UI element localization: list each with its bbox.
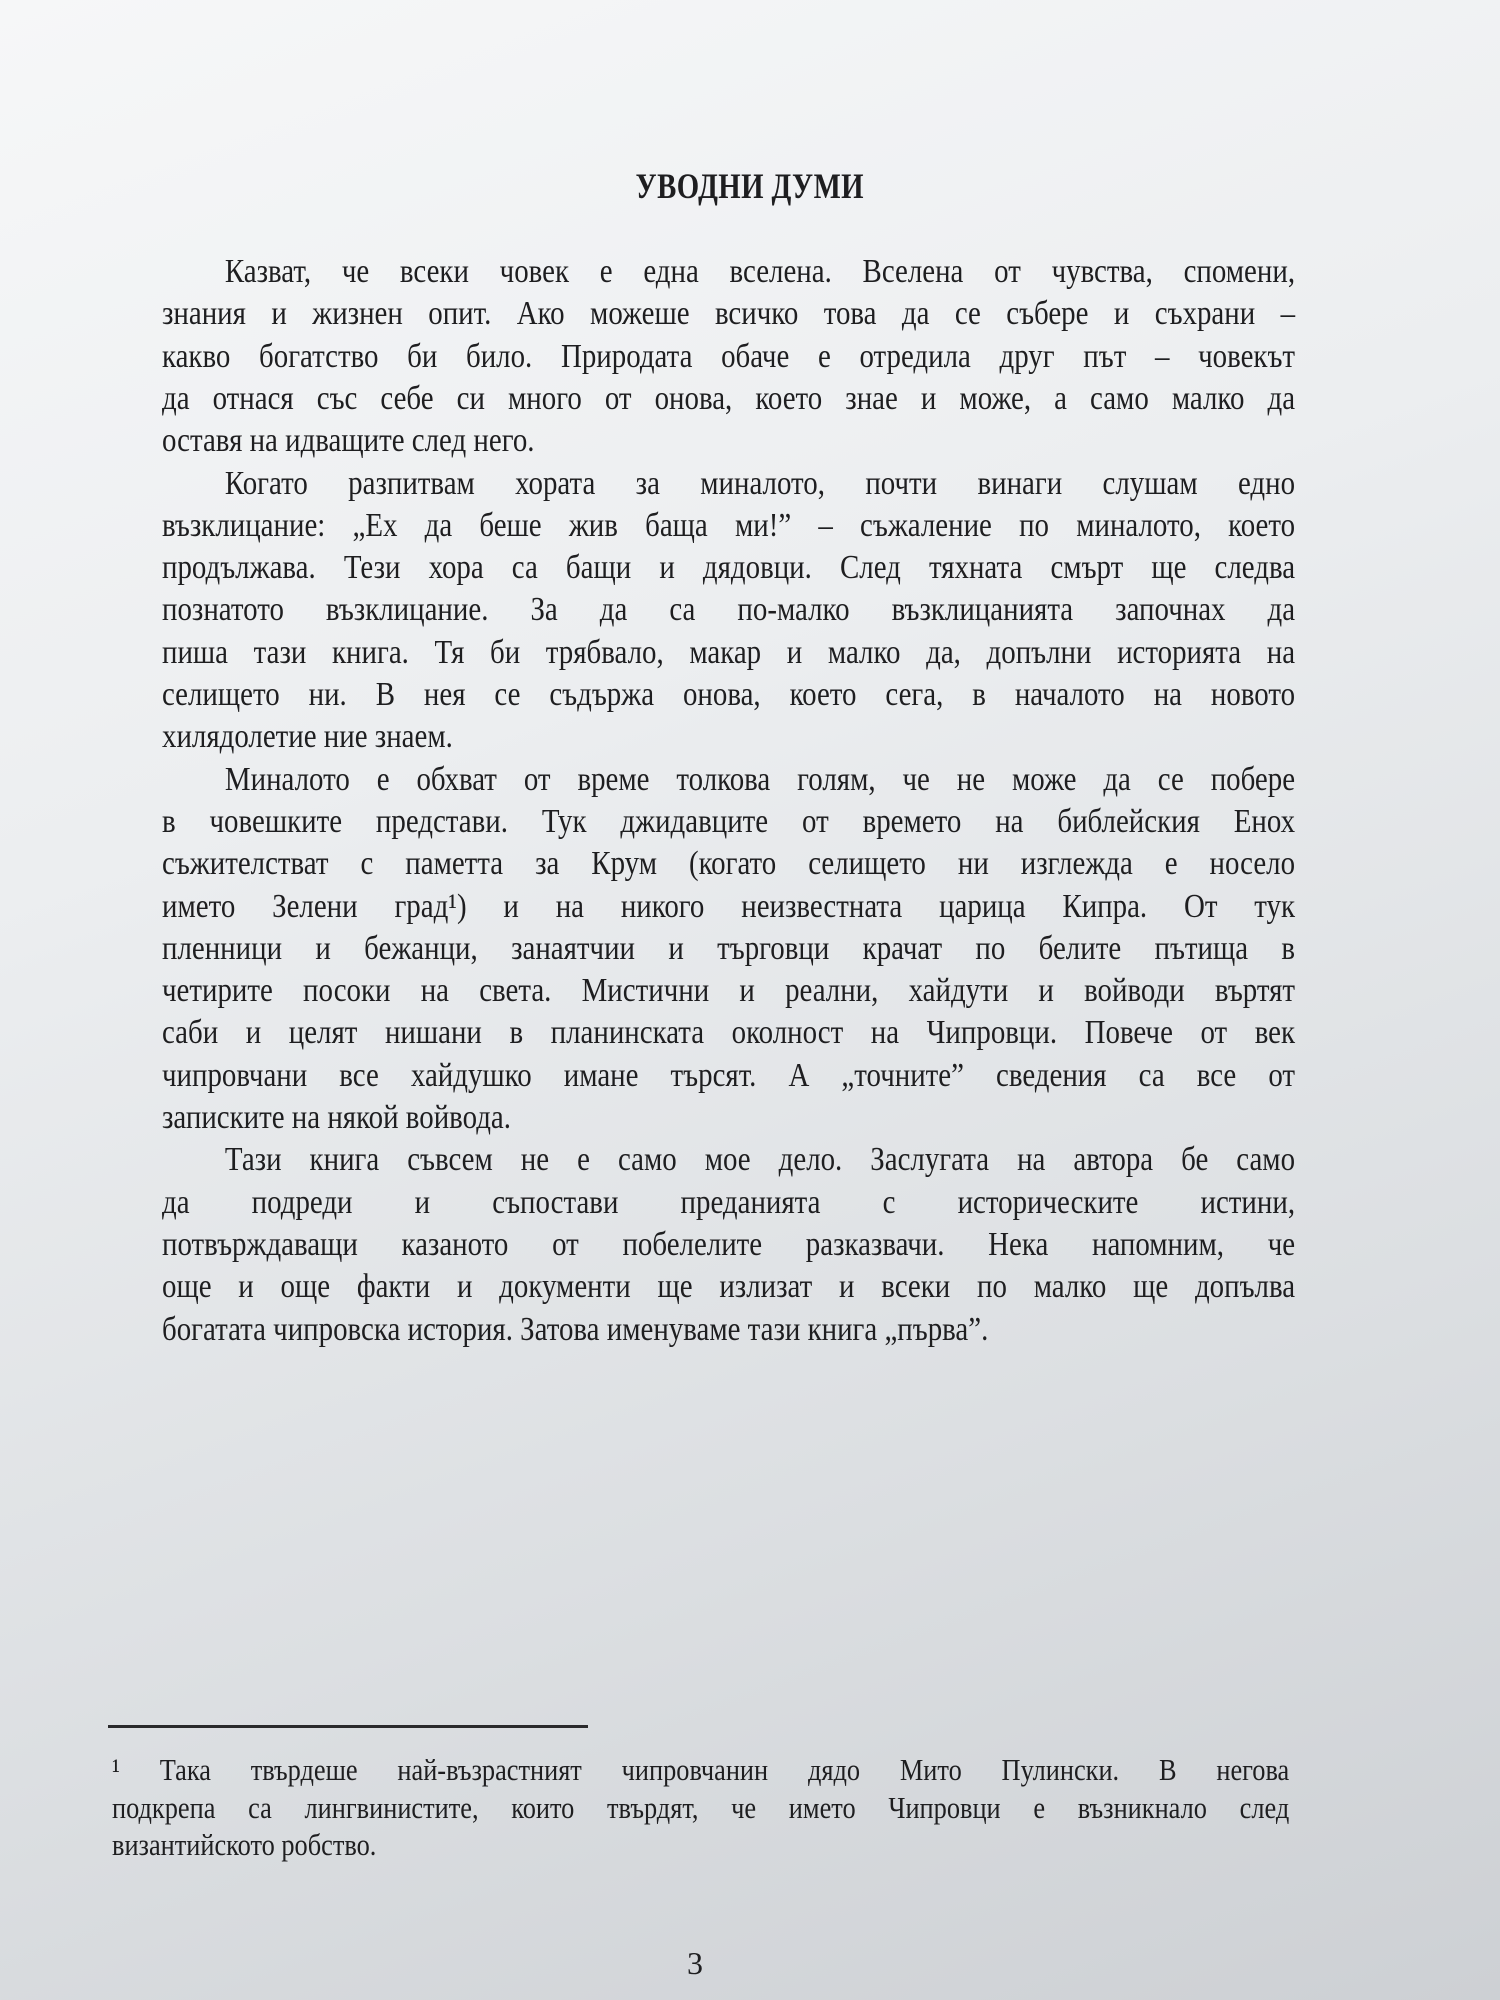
paragraph-3-line: четирите посоки на света. Мистични и реални, хайдути и войводи въртят xyxy=(162,972,1296,1010)
paragraph-4-line: Тази книга съвсем не е само мое дело. Заслугата на автора бе само xyxy=(224,1141,1296,1179)
footnote-line: подкрепа са лингвинистите, които твърдят, че името Чипровци е възникнало след xyxy=(112,1789,1290,1825)
paragraph-2-line: продължава. Тези хора са бащи и дядовци. След тяхната смърт ще следва xyxy=(162,549,1296,587)
paragraph-3-line: записките на някой войвода. xyxy=(162,1099,511,1136)
paragraph-3-line: името Зелени град¹) и на никого неизвестната царица Кипра. От тук xyxy=(162,887,1296,925)
paragraph-1-line: Казват, че всеки човек е една вселена. Вселена от чувства, спомени, xyxy=(224,253,1296,290)
paragraph-2-line: селището ни. В нея се съдържа онова, което сега, в началото на новото xyxy=(162,676,1296,713)
paragraph-3-line: чипровчани все хайдушко имане търсят. А „точните” сведения са все от xyxy=(162,1056,1296,1094)
paragraph-3-line: в човешките представи. Тук джидавците от времето на библейския Енох xyxy=(162,802,1296,840)
paragraph-4-line: потвърждаващи казаното от побелелите разказвачи. Нека напомним, че xyxy=(162,1225,1296,1263)
paragraph-2-line: Когато разпитвам хората за миналото, почти винаги слушам едно xyxy=(224,464,1296,502)
footnote-line: ¹ Така твърдеше най-възрастният чипровчанин дядо Мито Пулински. В негова xyxy=(112,1752,1290,1787)
paragraph-2-line: пиша тази книга. Тя би трябвало, макар и малко да, допълни историята на xyxy=(162,633,1296,671)
paragraph-1-line: знания и жизнен опит. Ако можеше всичко това да се събере и съхрани – xyxy=(162,295,1296,333)
paragraph-1-line: оставя на идващите след него. xyxy=(162,422,535,460)
paragraph-3-line: пленници и бежанци, занаятчии и търговци крачат по белите пътища в xyxy=(162,929,1296,967)
page-number: 3 xyxy=(687,1945,703,1981)
paragraph-3-line: Миналото е обхват от време толкова голям, че не може да се побере xyxy=(224,760,1296,798)
paragraph-4-line: богатата чипровска история. Затова именуваме тази книга „първа”. xyxy=(162,1310,989,1348)
paragraph-1-line: да отнася със себе си много от онова, което знае и може, а само малко да xyxy=(162,379,1296,417)
paragraph-3-line: съжителстват с паметта за Крум (когато селището ни изглежда е носело xyxy=(162,845,1296,883)
paragraph-2-line: възклицание: „Ех да беше жив баща ми!” – съжаление по миналото, което xyxy=(162,506,1296,544)
footnote-divider xyxy=(108,1725,588,1728)
chapter-title: УВОДНИ ДУМИ xyxy=(635,166,865,206)
chapter-title-wrap xyxy=(0,165,1500,207)
footnote-line: византийското робство. xyxy=(112,1827,377,1862)
paragraph-1-line: какво богатство би било. Природата обаче е отредила друг път – човекът xyxy=(162,337,1296,375)
paragraph-3-line: саби и целят нишани в планинската околност на Чипровци. Повече от век xyxy=(162,1014,1296,1052)
paragraph-2-line: хилядолетие ние знаем. xyxy=(162,718,453,756)
paragraph-4-line: още и още факти и документи ще излизат и всеки по малко ще допълва xyxy=(162,1268,1296,1306)
paragraph-2-line: познатото възклицание. За да са по-малко възклицанията започнах да xyxy=(162,591,1296,629)
paragraph-4-line: да подреди и съпостави преданията с историческите истини, xyxy=(162,1183,1296,1221)
